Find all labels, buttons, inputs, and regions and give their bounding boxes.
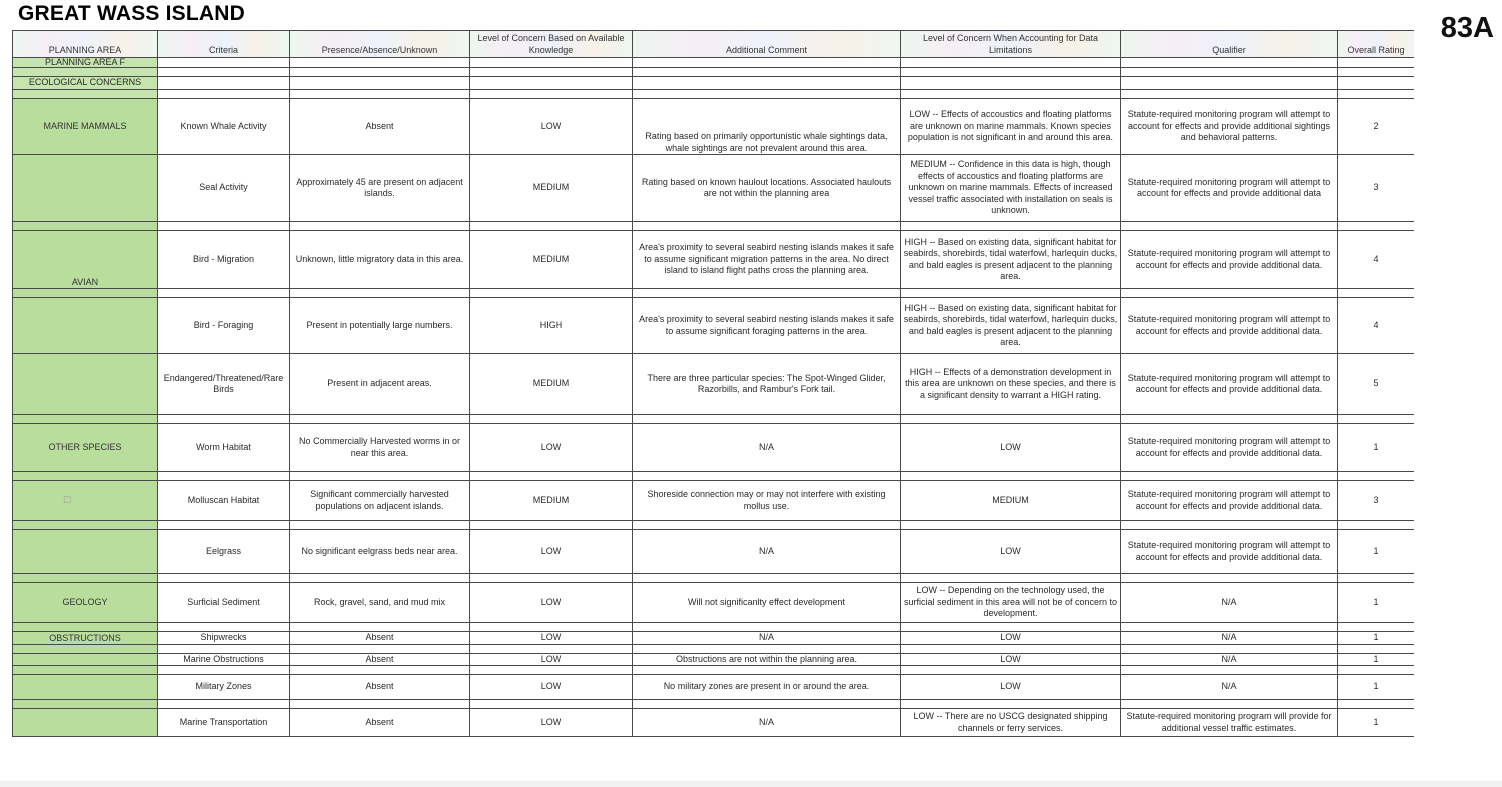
presence-cell: No Commercially Harvested worms in or near this area. — [290, 424, 470, 472]
rating-cell: 1 — [1338, 653, 1415, 666]
col-header-rating: Overall Rating — [1338, 31, 1415, 58]
concern-cell: LOW — [470, 583, 633, 623]
header-row — [13, 31, 1415, 58]
table-row — [13, 632, 1415, 645]
col-header-presence: Presence/Absence/Unknown — [290, 31, 470, 58]
criteria-cell: Molluscan Habitat — [158, 481, 290, 521]
limitations-cell: HIGH -- Based on existing data, significant habitat for seabirds, shorebirds, tidal waterfowl, harlequin ducks, and bald eagles is present adjacent to the planning area. — [901, 231, 1121, 289]
planning-area-label: PLANNING AREA F — [13, 58, 158, 68]
concern-cell: LOW — [470, 99, 633, 155]
page-title: GREAT WASS ISLAND — [18, 2, 246, 25]
qualifier-cell: Statute-required monitoring program will attempt to account for effects and provide additional data — [1121, 155, 1338, 222]
concern-cell: MEDIUM — [470, 481, 633, 521]
qualifier-cell: Statute-required monitoring program will provide for additional vessel traffic estimates. — [1121, 709, 1338, 737]
table-row — [13, 298, 1415, 354]
table-row — [13, 709, 1415, 737]
qualifier-cell: Statute-required monitoring program will attempt to account for effects and provide additional data. — [1121, 298, 1338, 354]
presence-cell: Present in adjacent areas. — [290, 354, 470, 415]
rating-cell: 3 — [1338, 155, 1415, 222]
marine-mammals-label: MARINE MAMMALS — [13, 99, 158, 155]
criteria-cell: Known Whale Activity — [158, 99, 290, 155]
criteria-cell: Seal Activity — [158, 155, 290, 222]
col-header-planning-area: PLANNING AREA — [13, 31, 158, 58]
table-row — [13, 675, 1415, 700]
rating-cell: 4 — [1338, 298, 1415, 354]
criteria-cell: Worm Habitat — [158, 424, 290, 472]
qualifier-cell: N/A — [1121, 675, 1338, 700]
comment-cell: Area's proximity to several seabird nesting islands makes it safe to assume significant foraging patterns in the area. — [633, 298, 901, 354]
table-row — [13, 583, 1415, 623]
concern-cell: LOW — [470, 632, 633, 645]
rating-sheet — [12, 30, 1414, 782]
limitations-cell: HIGH -- Based on existing data, significant habitat for seabirds, shorebirds, tidal waterfowl, harlequin ducks, and bald eagles is present adjacent to the planning area. — [901, 298, 1121, 354]
presence-cell: Absent — [290, 99, 470, 155]
rating-cell: 3 — [1338, 481, 1415, 521]
criteria-cell: Bird - Foraging — [158, 298, 290, 354]
col-header-limitations: Level of Concern When Accounting for Data Limitations — [901, 31, 1121, 58]
qualifier-cell: N/A — [1121, 583, 1338, 623]
table-row — [13, 481, 1415, 521]
concern-cell: LOW — [470, 675, 633, 700]
table-row — [13, 99, 1415, 155]
comment-cell: Rating based on known haulout locations. Associated haulouts are not within the planning area — [633, 155, 901, 222]
qualifier-cell: N/A — [1121, 632, 1338, 645]
qualifier-cell: N/A — [1121, 653, 1338, 666]
page-code: 83A — [1440, 12, 1494, 44]
limitations-cell: LOW — [901, 675, 1121, 700]
rating-cell: 1 — [1338, 675, 1415, 700]
col-header-criteria: Criteria — [158, 31, 290, 58]
limitations-cell: LOW — [901, 424, 1121, 472]
comment-cell: N/A — [633, 424, 901, 472]
table-row — [13, 653, 1415, 666]
col-header-comment: Additional Comment — [633, 31, 901, 58]
concern-cell: LOW — [470, 709, 633, 737]
criteria-cell: Eelgrass — [158, 530, 290, 574]
rating-cell: 1 — [1338, 632, 1415, 645]
limitations-cell: LOW -- Depending on the technology used, the surficial sediment in this area will not be of concern to development. — [901, 583, 1121, 623]
criteria-cell: Shipwrecks — [158, 632, 290, 645]
qualifier-cell: Statute-required monitoring program will attempt to account for effects and provide additional data. — [1121, 424, 1338, 472]
rating-cell: 5 — [1338, 354, 1415, 415]
concern-cell: LOW — [470, 424, 633, 472]
concern-cell: HIGH — [470, 298, 633, 354]
presence-cell: Absent — [290, 709, 470, 737]
comment-cell: Obstructions are not within the planning area. — [633, 653, 901, 666]
geology-label: GEOLOGY — [13, 583, 158, 623]
obstructions-label: OBSTRUCTIONS — [13, 632, 158, 645]
criteria-cell: Surficial Sediment — [158, 583, 290, 623]
presence-cell: Significant commercially harvested populations on adjacent islands. — [290, 481, 470, 521]
rating-cell: 1 — [1338, 583, 1415, 623]
limitations-cell: LOW — [901, 530, 1121, 574]
comment-cell: N/A — [633, 530, 901, 574]
limitations-cell: MEDIUM -- Confidence in this data is high, though effects of accoustics and floating platforms are unknown on marine mammals. Effects of increased vessel traffic associated with installation on seals is unknown. — [901, 155, 1121, 222]
qualifier-cell: Statute-required monitoring program will attempt to account for effects and provide additional data. — [1121, 231, 1338, 289]
presence-cell: Unknown, little migratory data in this area. — [290, 231, 470, 289]
qualifier-cell: Statute-required monitoring program will attempt to account for effects and provide additional data. — [1121, 354, 1338, 415]
comment-cell: Area's proximity to several seabird nesting islands makes it safe to assume significant migration patterns in the area. No direct island to island flight paths cross the planning area. — [633, 231, 901, 289]
concern-cell: LOW — [470, 653, 633, 666]
criteria-cell: Bird - Migration — [158, 231, 290, 289]
criteria-cell: Marine Transportation — [158, 709, 290, 737]
ecological-label: ECOLOGICAL CONCERNS — [13, 77, 158, 90]
qualifier-cell: Statute-required monitoring program will attempt to account for effects and provide additional data. — [1121, 530, 1338, 574]
comment-cell: No military zones are present in or around the area. — [633, 675, 901, 700]
rating-cell: 1 — [1338, 424, 1415, 472]
comment-cell: N/A — [633, 632, 901, 645]
limitations-cell: LOW — [901, 632, 1121, 645]
concern-cell: MEDIUM — [470, 231, 633, 289]
limitations-cell: MEDIUM — [901, 481, 1121, 521]
comment-cell: There are three particular species: The Spot-Winged Glider, Razorbills, and Rambur's Fork tail. — [633, 354, 901, 415]
dot-mark: ☐ — [13, 481, 158, 521]
presence-cell: Rock, gravel, sand, and mud mix — [290, 583, 470, 623]
criteria-cell: Endangered/Threatened/Rare Birds — [158, 354, 290, 415]
avian-label: AVIAN — [13, 231, 158, 289]
table-row — [13, 155, 1415, 222]
col-header-concern: Level of Concern Based on Available Knowledge — [470, 31, 633, 58]
comment-cell: Shoreside connection may or may not interfere with existing mollus use. — [633, 481, 901, 521]
presence-cell: Absent — [290, 675, 470, 700]
rating-cell: 4 — [1338, 231, 1415, 289]
limitations-cell: LOW — [901, 653, 1121, 666]
table-row — [13, 354, 1415, 415]
limitations-cell: LOW -- Effects of accoustics and floating platforms are unknown on marine mammals. Known species population is not significant in and around this area. — [901, 99, 1121, 155]
presence-cell: No significant eelgrass beds near area. — [290, 530, 470, 574]
concern-cell: LOW — [470, 530, 633, 574]
rating-cell: 1 — [1338, 709, 1415, 737]
ecological-row — [13, 77, 1415, 90]
rating-cell: 2 — [1338, 99, 1415, 155]
table-row — [13, 424, 1415, 472]
presence-cell: Absent — [290, 632, 470, 645]
limitations-cell: LOW -- There are no USCG designated shipping channels or ferry services. — [901, 709, 1121, 737]
concern-cell: MEDIUM — [470, 155, 633, 222]
comment-cell: Will not significanlty effect development — [633, 583, 901, 623]
table-row — [13, 530, 1415, 574]
planning-area-row — [13, 58, 1415, 68]
scan-edge — [0, 781, 1502, 787]
comment-cell: Rating based on primarily opportunistic whale sightings data, whale sightings are not prevalent around this area. — [633, 99, 901, 155]
criteria-cell: Military Zones — [158, 675, 290, 700]
qualifier-cell: Statute-required monitoring program will attempt to account for effects and provide additional sightings and behavioral patterns. — [1121, 99, 1338, 155]
other-species-label: OTHER SPECIES — [13, 424, 158, 472]
criteria-cell: Marine Obstructions — [158, 653, 290, 666]
qualifier-cell: Statute-required monitoring program will attempt to account for effects and provide additional data. — [1121, 481, 1338, 521]
concern-cell: MEDIUM — [470, 354, 633, 415]
comment-cell: N/A — [633, 709, 901, 737]
rating-cell: 1 — [1338, 530, 1415, 574]
presence-cell: Approximately 45 are present on adjacent islands. — [290, 155, 470, 222]
presence-cell: Present in potentially large numbers. — [290, 298, 470, 354]
col-header-qualifier: Qualifier — [1121, 31, 1338, 58]
limitations-cell: HIGH -- Effects of a demonstration development in this area are unknown on these species, and there is a significant density to warrant a HIGH rating. — [901, 354, 1121, 415]
concern-table — [12, 30, 1414, 737]
presence-cell: Absent — [290, 653, 470, 666]
table-row — [13, 231, 1415, 289]
